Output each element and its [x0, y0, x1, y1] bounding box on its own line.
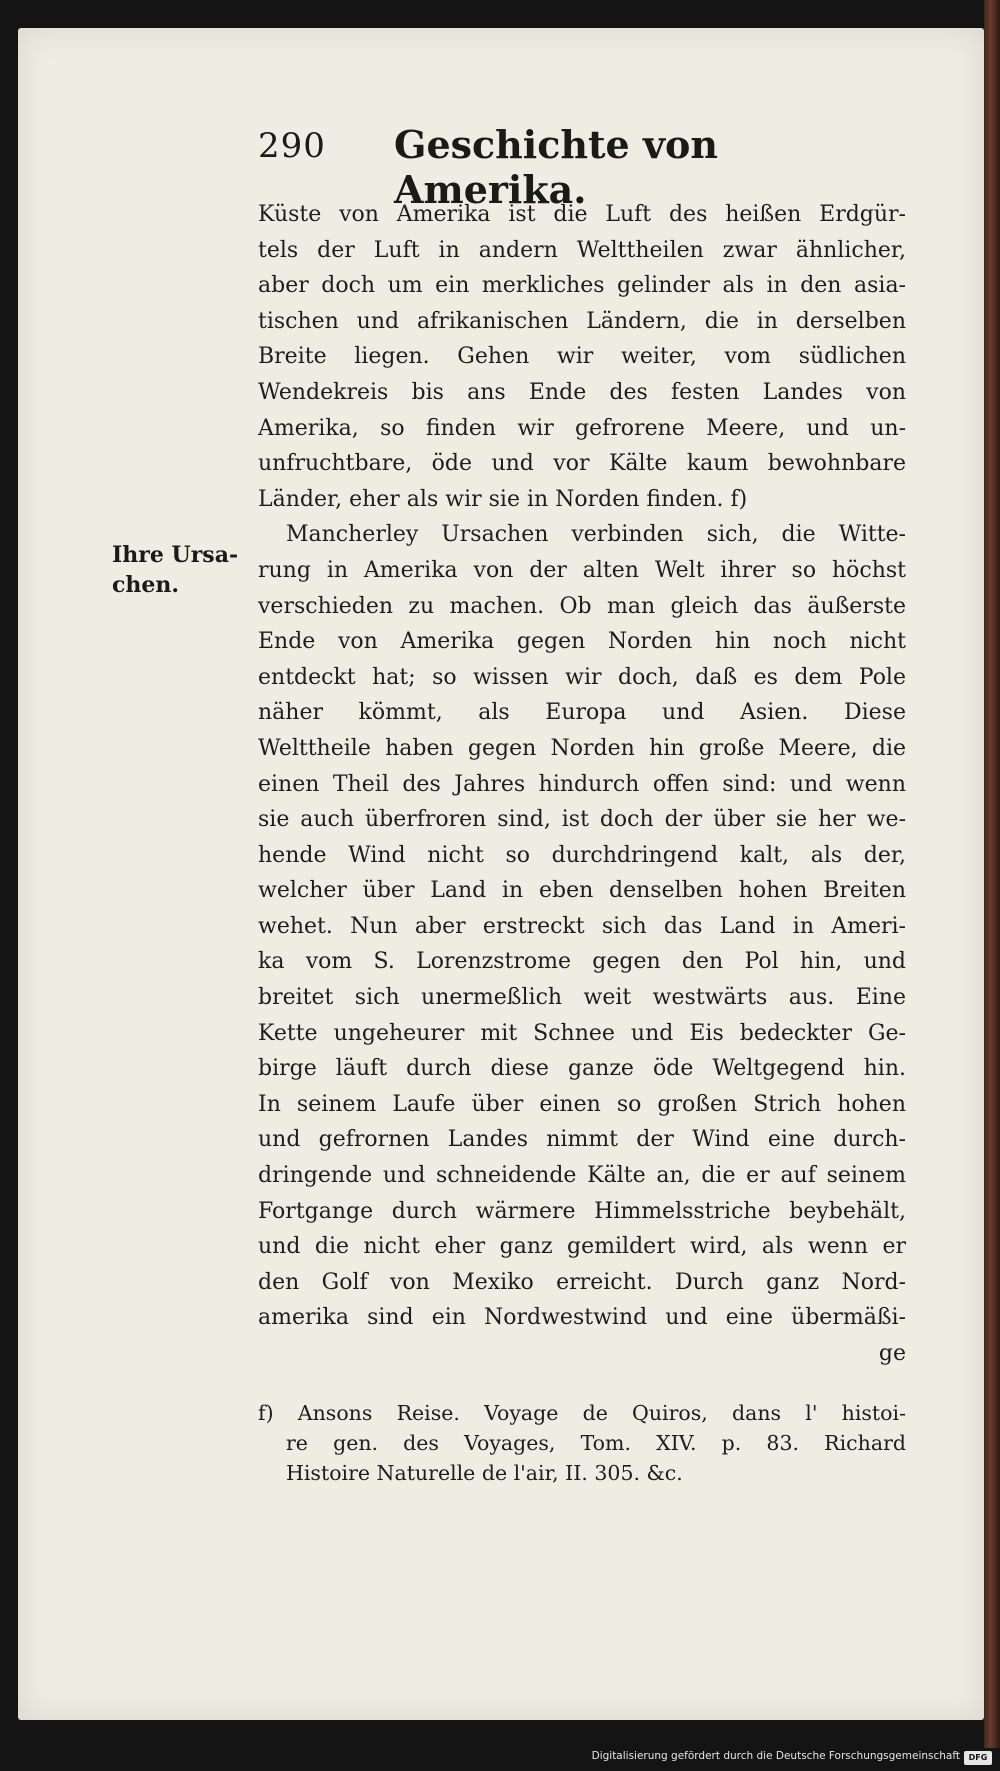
- text-line: breitet sich unermeßlich weit westwärts aus. Eine: [258, 985, 906, 1011]
- footnote-line: Histoire Naturelle de l'air, II. 305. &c.: [286, 1461, 683, 1485]
- text-line: entdeckt hat; so wissen wir doch, daß es dem Pole: [258, 664, 906, 690]
- footnote-line: f) Ansons Reise. Voyage de Quiros, dans l' histoi-: [258, 1401, 906, 1425]
- text-line: Mancherley Ursachen verbinden sich, die Witte-: [286, 522, 906, 548]
- text-line: und die nicht eher ganz gemildert wird, als wenn er: [258, 1234, 906, 1260]
- page-number: 290: [258, 126, 326, 166]
- footnote-line: re gen. des Voyages, Tom. XIV. p. 83. Richard: [286, 1431, 906, 1455]
- text-line: Kette ungeheurer mit Schnee und Eis bedeckter Ge-: [258, 1020, 906, 1046]
- text-line: sie auch überfroren sind, ist doch der über sie her we-: [258, 807, 906, 833]
- text-line: ka vom S. Lorenzstrome gegen den Pol hin, und: [258, 949, 906, 975]
- text-line: Wendekreis bis ans Ende des festen Landes von: [258, 379, 906, 405]
- text-line: Breite liegen. Gehen wir weiter, vom südlichen: [258, 344, 906, 370]
- digitization-credit: Digitalisierung gefördert durch die Deutsche Forschungsgemeinschaft: [591, 1750, 960, 1762]
- text-line: Küste von Amerika ist die Luft des heißen Erdgür-: [258, 202, 906, 227]
- text-line: aber doch um ein merkliches gelinder als in den asia-: [258, 273, 906, 299]
- text-line: dringende und schneidende Kälte an, die er auf seinem: [258, 1163, 906, 1189]
- text-line: Fortgange durch wärmere Himmelsstriche beybehält,: [258, 1198, 906, 1224]
- page-header: [258, 122, 908, 212]
- text-line: näher kömmt, als Europa und Asien. Diese: [258, 700, 906, 726]
- text-line: Ende von Amerika gegen Norden hin noch nicht: [258, 629, 906, 655]
- text-line: tischen und afrikanischen Ländern, die in derselben: [258, 308, 906, 334]
- body-text: [258, 197, 906, 1372]
- text-line: welcher über Land in eben denselben hohen Breiten: [258, 878, 906, 904]
- text-line: den Golf von Mexiko erreicht. Durch ganz Nord-: [258, 1269, 906, 1295]
- text-line: In seinem Laufe über einen so großen Strich hohen: [258, 1091, 906, 1117]
- margin-note: Ihre Ursa- chen.: [112, 542, 239, 598]
- running-title: Geschichte von Amerika.: [394, 122, 719, 212]
- text-line: amerika sind ein Nordwestwind und eine übermäßi-: [258, 1305, 906, 1331]
- text-line: hende Wind nicht so durchdringend kalt, als der,: [258, 842, 906, 868]
- text-line: Länder, eher als wir sie in Norden finden. f): [258, 486, 748, 512]
- text-line: Amerika, so finden wir gefrorene Meere, und un-: [258, 415, 906, 441]
- book-edge: [984, 0, 1000, 1771]
- text-line: einen Theil des Jahres hindurch offen sind: und wenn: [258, 771, 906, 797]
- text-line: und gefrornen Landes nimmt der Wind eine durch-: [258, 1127, 906, 1153]
- credit-bar: [0, 1748, 1000, 1771]
- text-line: unfruchtbare, öde und vor Kälte kaum bewohnbare: [258, 451, 906, 477]
- text-line: wehet. Nun aber erstreckt sich das Land in Ameri-: [258, 913, 906, 939]
- catchword: ge: [878, 1341, 906, 1366]
- text-line: Welttheile haben gegen Norden hin große Meere, die: [258, 735, 906, 761]
- text-line: rung in Amerika von der alten Welt ihrer so höchst: [258, 557, 906, 583]
- text-line: birge läuft durch diese ganze öde Weltgegend hin.: [258, 1056, 906, 1082]
- footnote: [258, 1398, 906, 1488]
- text-line: tels der Luft in andern Welttheilen zwar ähnlicher,: [258, 237, 906, 263]
- text-line: verschieden zu machen. Ob man gleich das äußerste: [258, 593, 906, 619]
- dfg-logo-icon: DFG: [964, 1751, 992, 1765]
